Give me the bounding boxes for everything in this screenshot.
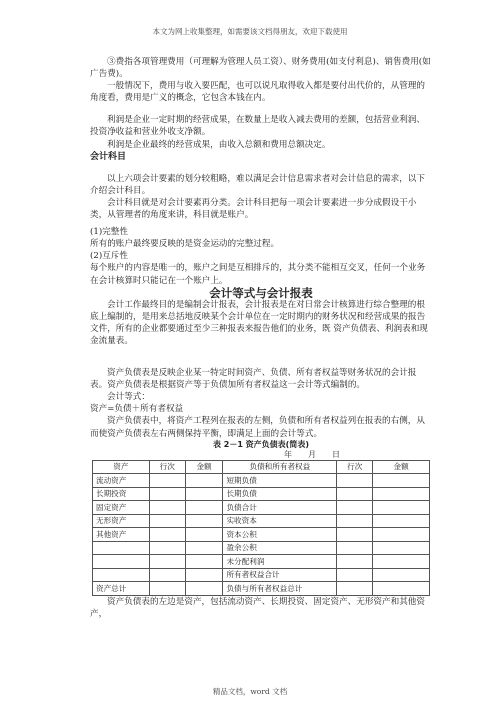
paragraph: 会计工作最终目的是编制会计报表，会计报表是在对日常会计核算进行综合整理的根底上编制的，是用来总括地反映某个会计单位在一定时期内的财务状况和经营成果的报告文件，所有的企业都要通过至少三种报表来报告他们的业务，既 资产负债表、利润表和现金流量表。 [90,299,428,346]
table-header-row [93,460,430,474]
paragraph: 一般情况下，费用与收入要匹配，也可以说凡取得收入都是要付出代价的，从管理的角度看，费用是广义的概念，它包含本钱在内。 [90,81,425,104]
page-footer-note: 精品文档，word 文档 [212,687,288,696]
document-body [90,56,432,620]
liability-cell: 所有者权益合计 [223,568,337,582]
asset-cell: 流动资产 [93,474,150,488]
paragraph: 资产负债表是反映企业某一特定时间资产、负债、所有者权益等财务状况的会计报表。资产负债表是根据资产等于负债加所有者权益这一会计等式编制的。 [90,368,417,391]
balance-sheet-table [92,460,430,596]
table-row [93,514,430,528]
asset-cell: 固定资产 [93,501,150,515]
table-row [93,541,430,555]
asset-cell: 长期投资 [93,487,150,501]
liability-cell: 实收资本 [223,514,337,528]
principle-heading: (2)互斥性 [90,251,128,262]
header-cell: 负债和所有者权益 [223,460,337,474]
main-section-title: 会计等式与会计报表 [209,285,313,300]
equation: 资产=负债＋所有者权益 [90,404,184,415]
header-cell: 行次 [149,460,185,474]
asset-cell [93,568,150,582]
liability-cell: 资本公积 [223,528,337,542]
paragraph: ③费指各项管理费用（可理解为管理人员工资）、财务费用(如支付利息)、销售费用(如广告费)。 [90,57,431,80]
principle-text: 所有的账户最终要反映的是资金运动的完整过程。 [90,239,280,250]
paragraph: 会计等式： [107,392,150,403]
header-cell: 金额 [373,460,430,474]
table-row [93,568,430,582]
table-row [93,474,430,488]
table-row [93,582,430,596]
asset-cell [93,541,150,555]
asset-cell: 无形资产 [93,514,150,528]
section-heading-subjects: 会计科目 [90,151,127,162]
liability-cell: 盈余公积 [223,541,337,555]
principle-text: 每个账户的内容是唯一的，账户之间是互相排斥的，其分类不能相互交叉，任何一个业务在会计核算时只能记在一个账户上。 [90,263,426,286]
paragraph: 资产负债表的左边是资产，包括流动资产、长期投资、固定资产、无形资产和其他资产， [90,596,425,619]
header-cell: 资产 [93,460,150,474]
asset-cell: 资产总计 [93,582,150,596]
paragraph: 会计科目就是对会计要素再分类。会计科目把每一项会计要素进一步分成假设干小类，从管理者的角度来讲，科目就是账户。 [90,197,417,221]
table-row [93,487,430,501]
table-caption: 表 2－1 资产负债表(简表) [212,439,309,449]
liability-cell: 长期负债 [223,487,337,501]
table-row [93,501,430,515]
asset-cell [93,555,150,569]
header-cell: 行次 [337,460,373,474]
principle-heading: (1)完整性 [90,227,128,238]
paragraph: 以上六项会计要素的划分较粗略，难以满足会计信息需求者对会计信息的需求，以下介绍会计科目。 [90,173,425,196]
liability-cell: 负债与所有者权益总计 [223,582,337,596]
paragraph: 利润是企业最终的经营成果，由收入总额和费用总额决定。 [107,139,331,150]
table-date: 年 月 日 [284,449,340,459]
liability-cell: 短期负债 [223,474,337,488]
paragraph: 利润是企业一定时期的经营成果，在数量上是收入减去费用的差额，包括营业利润、投资净收益和营业外收支净额。 [90,115,425,138]
paragraph: 资产负债表中，将资产工程列在报表的左侧，负债和所有者权益列在报表的右侧，从而使资产负债表左右两侧保持平衡，即满足上面的会计等式。 [90,416,425,439]
table-row [93,528,430,542]
liability-cell: 负债合计 [223,501,337,515]
page-header-note: 本文为网上收集整理，如需要该文档得朋友，欢迎下载使用 [152,27,348,36]
table-row [93,555,430,569]
asset-cell: 其他资产 [93,528,150,542]
header-cell: 金额 [185,460,223,474]
liability-cell: 未分配利润 [223,555,337,569]
